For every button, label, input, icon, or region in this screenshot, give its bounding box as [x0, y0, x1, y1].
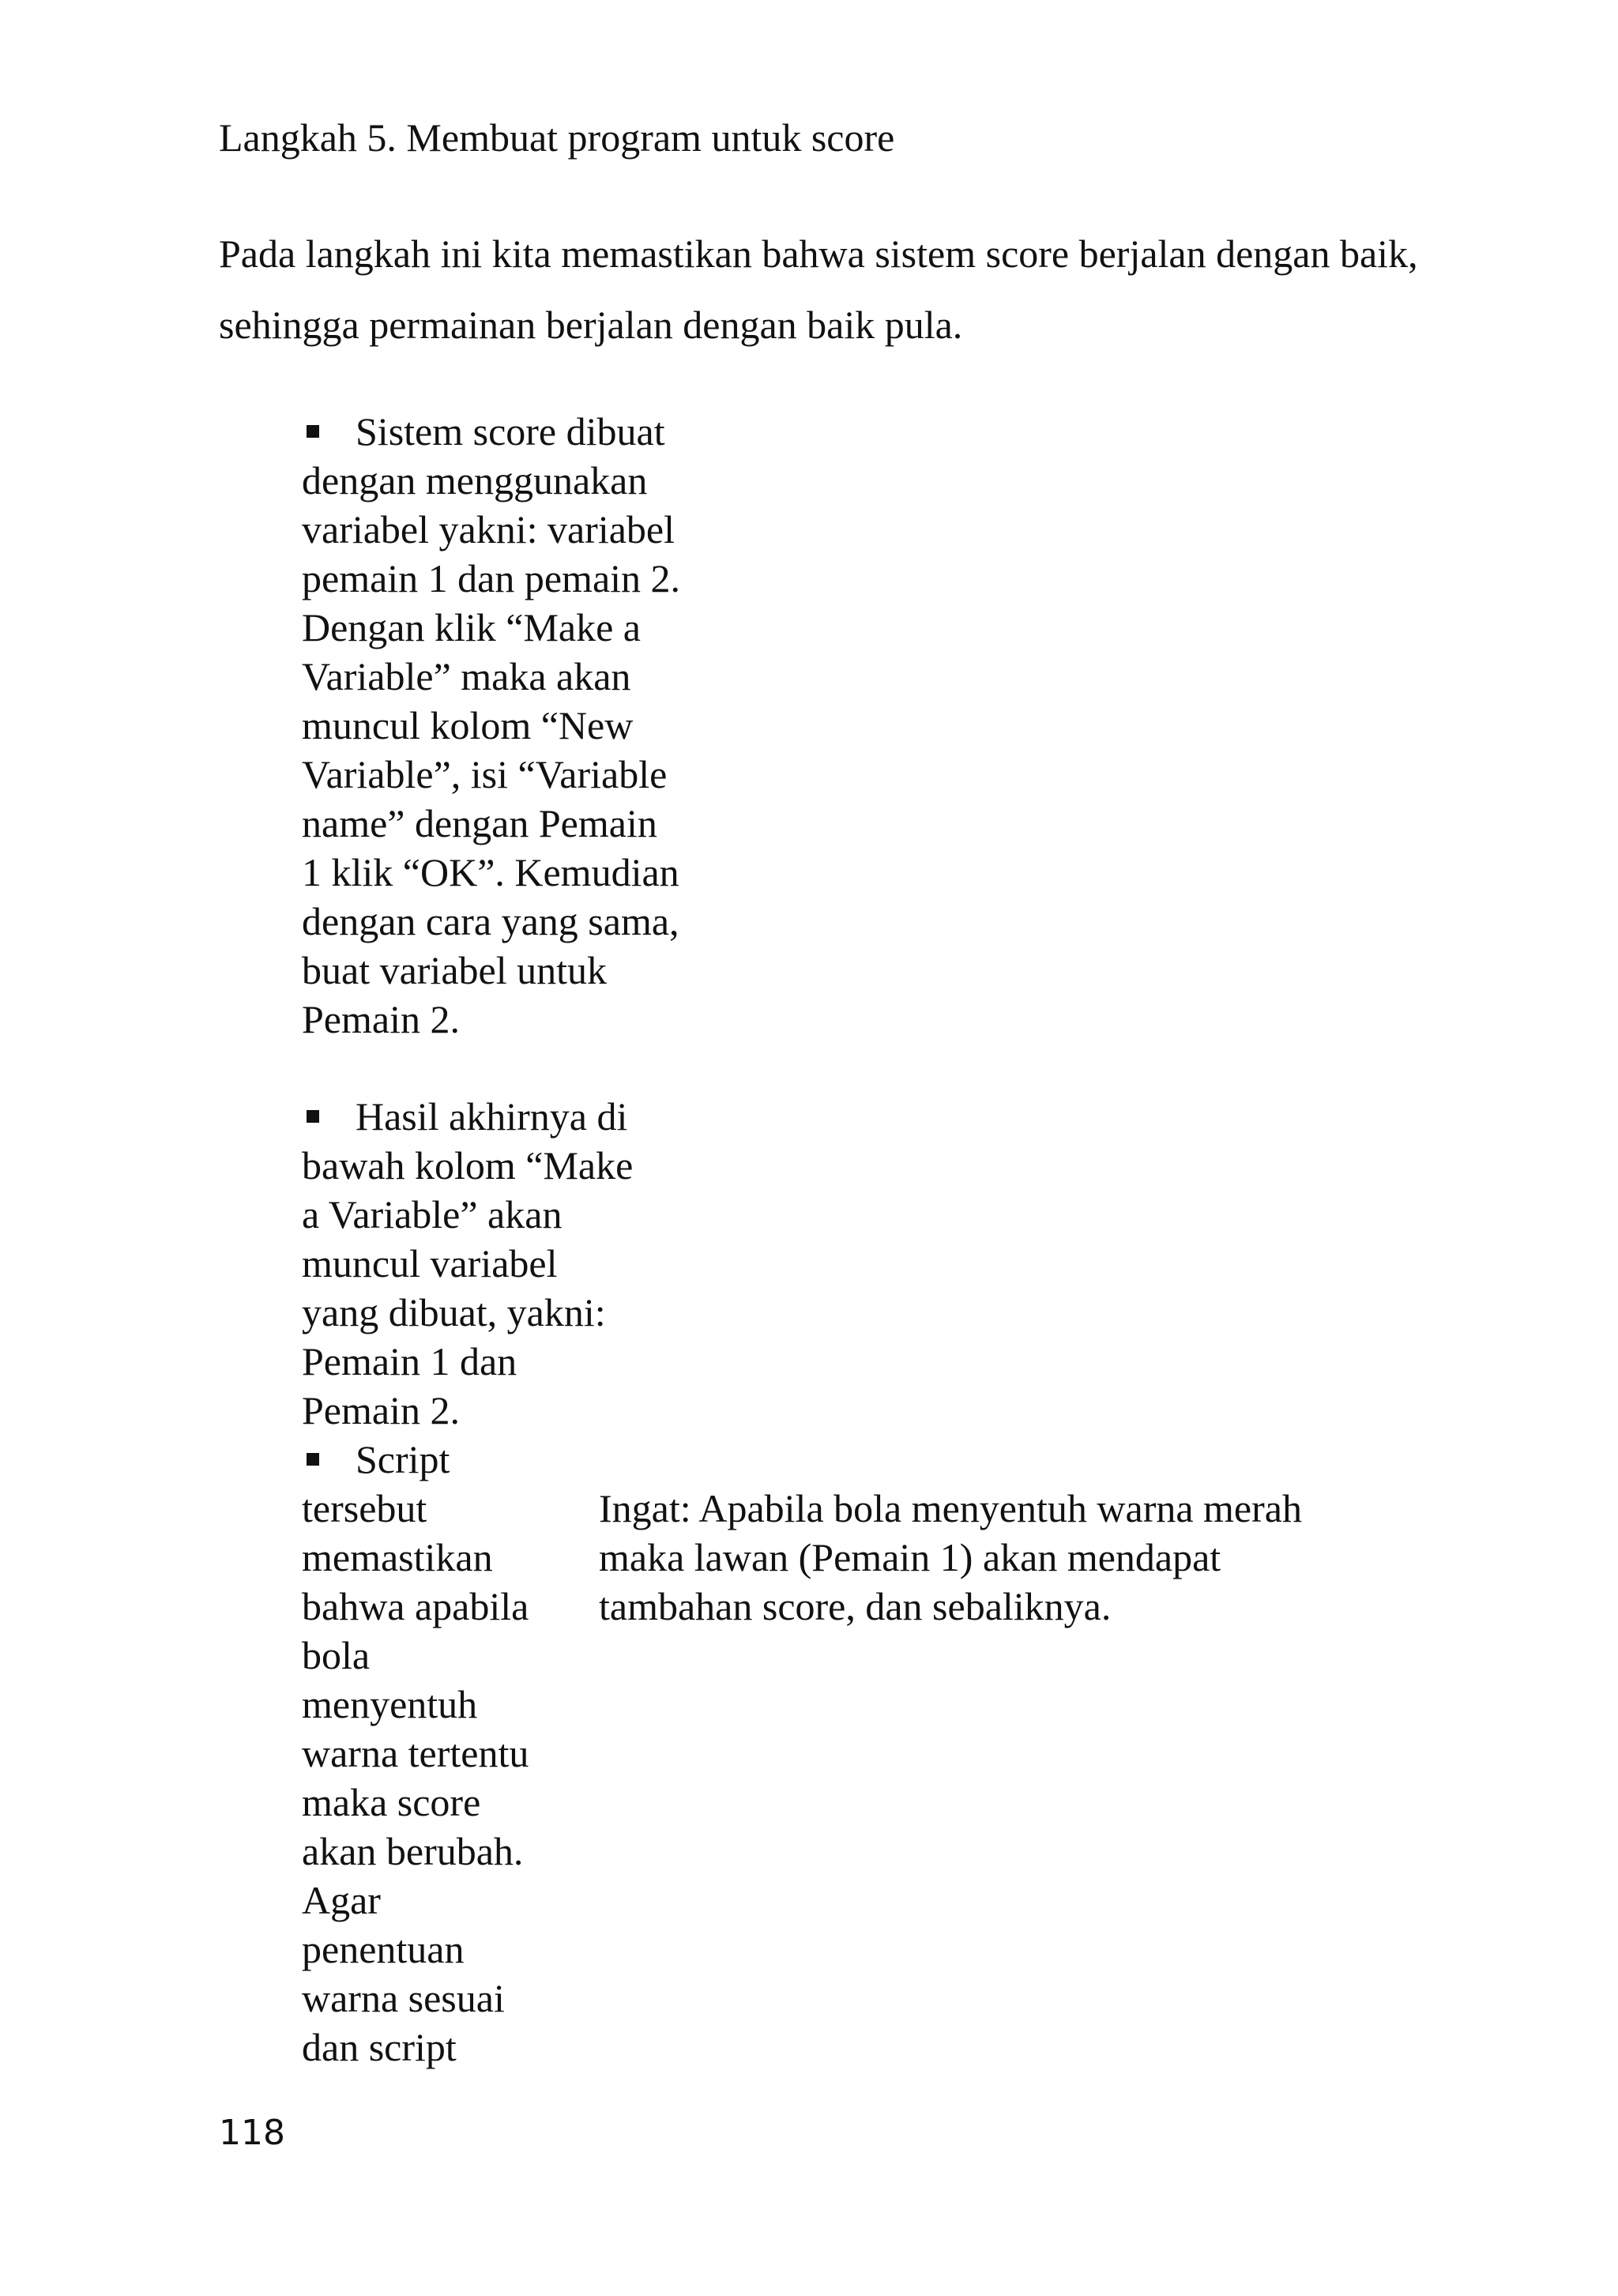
bullet-item-variables — [302, 407, 680, 1044]
bullet-line: Sistem score dibuat — [302, 407, 680, 456]
bullet-line: akan berubah. — [302, 1829, 524, 1873]
bullet-line: Pemain 2. — [302, 997, 460, 1041]
bullet-line: variabel yakni: variabel — [302, 507, 675, 551]
bullet-line: dengan menggunakan — [302, 458, 648, 502]
bullet-line: a Variable” akan — [302, 1192, 563, 1236]
square-bullet-icon — [307, 1110, 319, 1123]
square-bullet-icon — [307, 425, 319, 438]
bullet-line: Pemain 2. — [302, 1388, 460, 1432]
bullet-line: Hasil akhirnya di — [302, 1092, 633, 1141]
bullet-line: warna tertentu — [302, 1731, 529, 1775]
bullet-line: bawah kolom “Make — [302, 1143, 634, 1188]
bullet-line: dan script — [302, 2025, 457, 2069]
bullet-line: yang dibuat, yakni: — [302, 1290, 606, 1334]
intro-paragraph — [219, 218, 1562, 360]
bullet-line: bahwa apabila — [302, 1584, 529, 1628]
bullet-line: Script — [302, 1435, 529, 1484]
bullet-line: dengan cara yang sama, — [302, 899, 679, 943]
bullet-line: Dengan klik “Make a — [302, 605, 642, 649]
note-line: tambahan score, dan sebaliknya. — [599, 1584, 1112, 1628]
bullet-line: penentuan — [302, 1927, 465, 1971]
square-bullet-icon — [307, 1453, 319, 1466]
bullet-line: memastikan — [302, 1535, 493, 1579]
bullet-line: maka score — [302, 1780, 481, 1824]
intro-line: Pada langkah ini kita memastikan bahwa sistem score berjalan dengan baik, — [219, 231, 1418, 276]
bullet-line: menyentuh — [302, 1682, 478, 1726]
bullet-item-result — [302, 1092, 633, 1435]
intro-line: sehingga permainan berjalan dengan baik pula. — [219, 303, 963, 347]
reminder-note — [599, 1484, 1302, 1631]
bullet-line: Agar — [302, 1878, 381, 1922]
bullet-line: Variable”, isi “Variable — [302, 752, 668, 796]
bullet-line: tersebut — [302, 1486, 427, 1530]
bullet-line: name” dengan Pemain — [302, 801, 657, 845]
bullet-line: Variable” maka akan — [302, 654, 631, 698]
bullet-line: 1 klik “OK”. Kemudian — [302, 850, 679, 894]
bullet-item-script — [302, 1435, 529, 2072]
section-heading: Langkah 5. Membuat program untuk score — [219, 115, 895, 160]
bullet-line: Pemain 1 dan — [302, 1339, 517, 1383]
bullet-line: muncul variabel — [302, 1241, 558, 1285]
note-line: Ingat: Apabila bola menyentuh warna merah — [599, 1486, 1302, 1530]
bullet-line: pemain 1 dan pemain 2. — [302, 556, 681, 600]
bullet-line: warna sesuai — [302, 1976, 505, 2020]
bullet-line: buat variabel untuk — [302, 948, 607, 992]
bullet-line: bola — [302, 1633, 371, 1677]
page-number: 118 — [219, 2113, 285, 2153]
bullet-line: muncul kolom “New — [302, 703, 634, 747]
note-line: maka lawan (Pemain 1) akan mendapat — [599, 1535, 1221, 1579]
